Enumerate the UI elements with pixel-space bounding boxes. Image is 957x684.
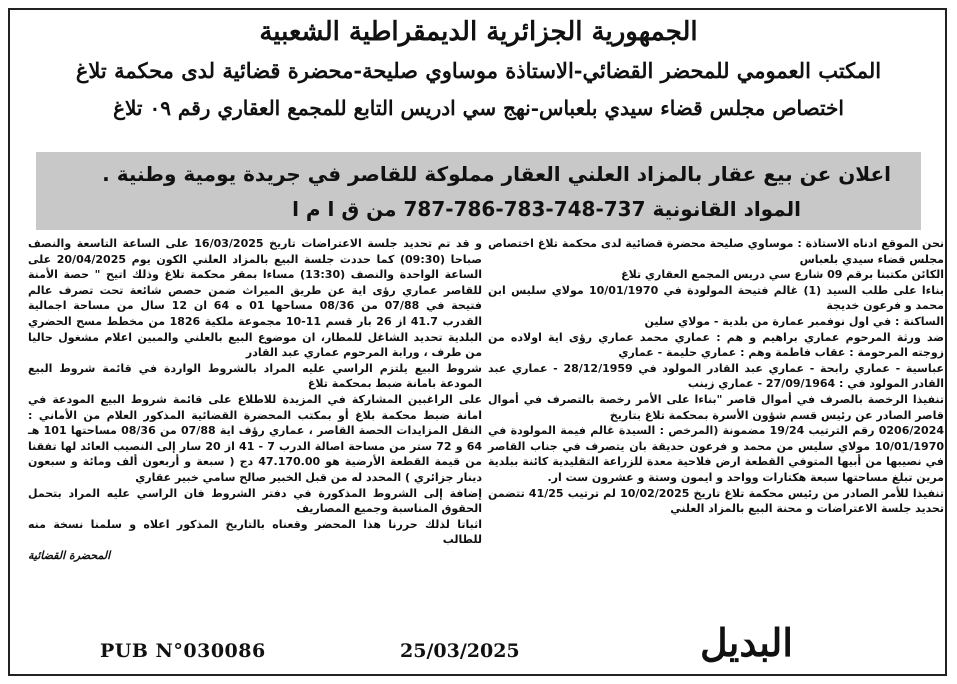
newspaper-name: البديل bbox=[700, 620, 793, 665]
notice-banner bbox=[36, 152, 921, 230]
left-text-column bbox=[28, 236, 482, 563]
office-title: المكتب العمومي للمحضر القضائي-الاستاذة موساوي صليحة-محضرة قضائية لدى محكمة تلاغ bbox=[75, 58, 882, 83]
paragraph: تنفيذا الرخصة بالصرف في أموال قاصر "بناءا على الأمر رخصة بالتصرف في أموال قاصر الصادر عن رئيس قسم شؤون الأسرة بمحكمة تلاغ بتاريخ bbox=[488, 392, 944, 422]
notice-header bbox=[20, 12, 937, 126]
paragraph: و قد تم تحديد جلسة الاعتراضات تاريخ 16/03/2025 على الساعة التاسعة والنصف صباحا (09:30) كما حددت جلسة البيع بالمزاد العلني الكون يوم 20/04/2025 على الساعة الواحدة والنصف (13:30) مساءا بمقر محكمة تلاغ وذلك اتيح " حصة الأمنة للقاصر عماري رؤى اية عن طريق الميراث ضمن حصص شائعة تحت تصرف عالم فتيحة في 07/88 من 08/36 مساحها 01 ه 64 ان 12 سال من مساحة اجمالية القدرب 41.7 از 26 بار قسم 11-10 مجموعة ملكية 1826 من مخطط مسح الحضري البلدية تحديد الشاغل للمطار، ان موضوع البيع بالعلني والمبين اعلام مشغول حاليا من طرف ، ورابة المرحوم عماري عبد القادر bbox=[28, 237, 483, 360]
paragraph: اثباتا لذلك حررنا هذا المحضر وقعناه بالتاريخ المذكور اعلاه و سلمنا نسخة منه للطالب bbox=[28, 517, 482, 547]
signature: المحضرة القضائية bbox=[28, 548, 111, 562]
paragraph: الساكنة : في اول نوفمبر عمارة من بلدية - مولاي سلين bbox=[644, 314, 944, 328]
paragraph: إضافة إلى الشروط المذكورة في دفتر الشروط فان الراسي عليه المراد بتحمل الحقوق المناسبة وجميع المصاريف bbox=[28, 486, 482, 516]
paragraph: تنفيذا للأمر الصادر من رئيس محكمة تلاغ تاريخ 10/02/2025 لم ترتيب 41/25 تتضمن تحديد جلسة الاعتراضات و محنة البيع بالمزاد العلني bbox=[488, 486, 945, 516]
republic-title: الجمهورية الجزائرية الديمقراطية الشعبية bbox=[259, 17, 698, 47]
jurisdiction-line: اختصاص مجلس قضاء سيدي بلعباس-نهج سي ادريس التابع للمجمع العقاري رقم ٠٩ تلاغ bbox=[113, 96, 844, 120]
pub-number: PUB N°030086 bbox=[100, 640, 266, 662]
publication-date: 25/03/2025 bbox=[400, 640, 520, 662]
paragraph: بناءا على طلب السيد (1) غالم فتيحة المولودة في 10/01/1970 مولاي سليس ابن محمد و فرعون خديجة bbox=[488, 283, 945, 313]
right-text-column bbox=[488, 236, 944, 517]
paragraph: شروط البيع يلتزم الراسي عليه المراد بالشروط الواردة في قائمة شروط البيع المودعة بامانة ضبط بمحكمة تلاغ bbox=[28, 361, 482, 391]
paragraph: ضد ورثة المرحوم عماري براهيم و هم : عماري محمد عماري رؤى اية اولاده من زوجته المرحومة : عقاب فاطمة وهم : عماري حليمة - عماري bbox=[488, 330, 944, 360]
paragraph: عباسية - عماري رابحة - عماري عبد القادر المولود في 28/12/1959 - عماري عبد القادر المولود في : 27/09/1964 - عماري زينب bbox=[488, 361, 944, 391]
ad-footer bbox=[0, 618, 957, 678]
paragraph: على الراغبين المشاركة في المزيدة للاطلاع على قائمة شروط البيع المودعة في امانة ضبط محكمة بلاغ أو بمكتب المحضرة القضائية المذكور العلام من الأماني : النقل المزايدات الحصة القاصر ، عماري رؤف اية 07/88 من 08/36 مساحتها 101 هـ 64 و 72 ستر من مساحة اصالة الدرب 7 - 41 از 20 سار إلى النصيب العائد لها تفقنا من قيمة القطعة الأرضية هو 47.170.00 دج ( سبعة و أربعون ألف ومائة و سبعون دينار جزائري ) المحدد له من قبل الخبير صالح سامي خبير عقاري bbox=[28, 392, 483, 484]
legal-articles: المواد القانونية 737-748-783-786-787 من ق ا م ا bbox=[292, 197, 801, 221]
paragraph: 0206/2024 رقم الترتيب 19/24 مضمونة (المرخص : السيدة غالم فيمة المولودة في 10/01/1970 مولاي سليس من محمد و فرعون حديقة بان يتصرف في جناب القاصر في نصيبها من أبيها المتوفي القطعة ارض فلاحية معدة للزراعة التقليدية كائنة ببلدية مرين تبلغ مساحتها سبعة هكتارات وواحد و ايمون وستة و عشرون ست ار. bbox=[488, 424, 944, 484]
paragraph: نحن الموقع ادناه الاستاذة : موساوي صليحة محضرة قضائية لدى محكمة تلاغ اختصاص مجلس قضاء سيدي بلعباس bbox=[488, 237, 944, 266]
notice-title: اعلان عن بيع عقار بالمزاد العلني العقار مملوكة للقاصر في جريدة يومية وطنية . bbox=[102, 162, 891, 186]
paragraph: الكائن مكتبنا برقم 09 شارع سي دريس المجمع العقاري تلاغ bbox=[621, 268, 944, 282]
